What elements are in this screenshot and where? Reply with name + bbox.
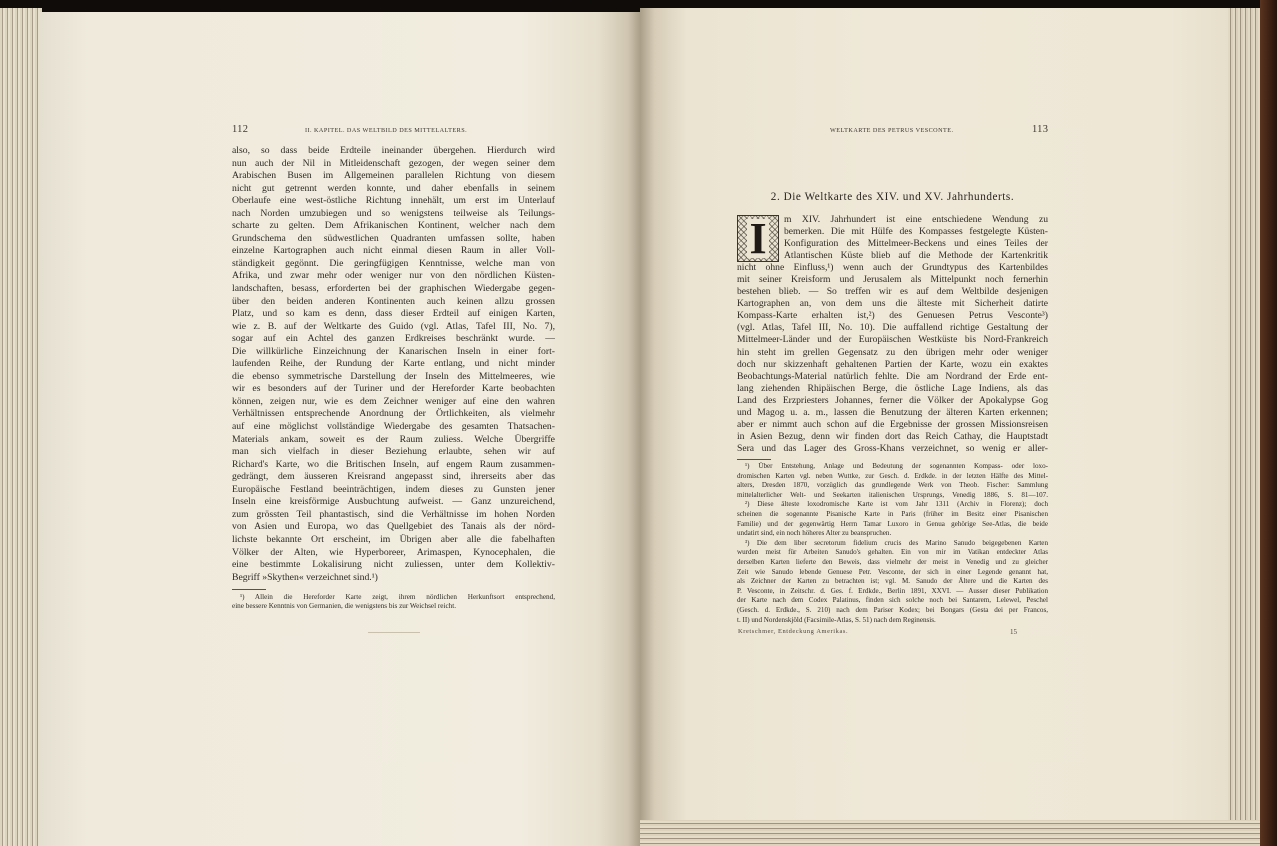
- body-text-line: Richard's Karte, wo die Britischen Inseln, auf engem Raum zusammen-: [232, 458, 555, 470]
- body-text-line: hin steht im grellen Gegensatz zu den übrigen mehr oder weniger: [737, 346, 1048, 358]
- body-text-line: Sera und das Lager des Gross-Khans verzeichnet, so wenig er aller-: [737, 442, 1048, 454]
- footnotes: [737, 462, 1048, 625]
- bottom-page-edges: [640, 820, 1260, 846]
- body-text-line: Mittelmeer-Länder und der Europäischen Westküste bis Nord-Frankreich: [737, 334, 1048, 346]
- body-text-line: wie z. B. auf der Weltkarte des Guido (vgl. Atlas, Tafel III, No. 7),: [232, 320, 555, 332]
- body-text-line: man sich vielfach in dieser Beziehung erlaubte, sehen wir auf: [232, 446, 555, 458]
- body-text-line: nach Norden umzubiegen und so wenigstens teilweise als Teilungs-: [232, 207, 555, 219]
- printer-signature: Kretschmer, Entdeckung Amerikas.: [738, 628, 849, 635]
- body-text-line: Afrika, und zwar mehr oder weniger nur von den nördlichen Küsten-: [232, 270, 555, 282]
- body-text-line: Atlantischen Küste blieb auf die Methode der Kartenkritik: [784, 250, 1048, 262]
- body-text-line: Konfiguration des Mittelmeer-Beckens und eines Teiles der: [784, 238, 1048, 250]
- footnote-line: ³) Die dem liber secretorum fidelium crucis des Marino Sanudo beigegebenen Karten: [745, 538, 1048, 547]
- body-text-line: m XIV. Jahrhundert ist eine entschiedene Wendung zu: [784, 214, 1048, 225]
- book-cover-edge: [1260, 0, 1277, 846]
- footnote-line: scheinen die sogenannte Pisanische Karte in Paris (früher im Besitz einer Pisanischen: [737, 509, 1048, 518]
- footnote-line: ²) Diese älteste loxodromische Karte ist vom Jahr 1311 (Archiv in Florenz); doch: [745, 500, 1048, 509]
- footnote-line: ¹) Über Entstehung, Anlage und Bedeutung der sogenannten Kompass- oder loxo-: [745, 462, 1048, 470]
- body-text-line: einzelne Kartographen auch nicht einmal diesen Raum in aller Voll-: [232, 245, 555, 257]
- footnote-rule: [232, 589, 266, 590]
- body-text-line: Europäische Festland beeinträchtigen, indem dieses zu Gunsten jener: [232, 483, 555, 495]
- drop-cap-letter: I: [747, 219, 769, 258]
- body-text-line: aber er nimmt auch schon auf die Ergebnisse der grossen Missionsreisen: [737, 418, 1048, 430]
- footnote-line: Zeit wie Sanudo lebende Genuese Petr. Vesconte, der sich in einer Legende genannt hat,: [737, 567, 1048, 576]
- footnote-line: wurden meist für Arbeiten Sanudo's gehalten. Ein von mir im Vatikan entdeckter Atlas: [737, 548, 1048, 557]
- body-text-line: Materials ankam, soweit es der Raum zuliess. Welche Übergriffe: [232, 433, 555, 445]
- footnote-line: derselben Karten lieferte den Beweis, dass vielmehr der meist in Venedig und zu gleicher: [737, 557, 1048, 566]
- footnote-line: (Gesch. d. Erdkde., S. 210) nach dem Pariser Kodex; bei Bongars (Gesta dei per Francos,: [737, 605, 1048, 614]
- page-number: 113: [1032, 124, 1049, 135]
- body-text-line: Platz, und so kam es denn, dass dieser Erdteil auf einigen Karten,: [232, 308, 555, 320]
- body-text-line: lang ziehenden Rhipäischen Berge, die östliche Lage Indiens, als das: [737, 382, 1048, 394]
- body-text-line: ständigkeit gegönnt. Die geringfügigen Kenntnisse, welche man von: [232, 257, 555, 269]
- body-text-line: Die willkürliche Einzeichnung der Kanarischen Inseln in einer fort-: [232, 345, 555, 357]
- body-text-line: landschaften, besass, erforderten bei der graphischen Wiedergabe gegen-: [232, 283, 555, 295]
- left-page-edges: [0, 8, 42, 846]
- body-text-line: (vgl. Atlas, Tafel III, No. 10). Die auffallend richtige Gestaltung der: [737, 322, 1048, 334]
- footnote-line: alters, Dresden 1870, vorzüglich das grundlegende Werk von Theob. Fischer: Sammlung: [737, 481, 1048, 490]
- signature-number: 15: [1010, 628, 1017, 636]
- footnote-line: t. II) und Nordenskjöld (Facsimile-Atlas, S. 51) nach dem Reginensis.: [737, 615, 936, 624]
- body-text: [737, 214, 1048, 455]
- body-text-line: nicht ohne Einfluss,¹) wenn auch der Grundtypus des Kartenbildes: [737, 262, 1048, 274]
- body-text-line: Kartographen an, von dem uns die älteste mit Sicherheit datirte: [737, 298, 1048, 310]
- footnote-line: Familie) und der gegenwärtig Herrn Tamar Luxoro in Genua gehörige See-Atlas, die beide: [737, 519, 1048, 528]
- body-text-line: eine bestimmte Lokalisirung nicht zuliessen, unter dem Kollektiv-: [232, 559, 555, 571]
- body-text-line: bestehen blieb. — So treffen wir es auf dem Weltbilde desjenigen: [737, 286, 1048, 298]
- body-text-line: mit seiner Kreisform und Jerusalem als Mittelpunkt noch fernerhin: [737, 274, 1048, 286]
- body-text-line: doch nur skizzenhaft gehaltenen Partien der Karte, wozu ein exaktes: [737, 358, 1048, 370]
- body-text-line: Kompass-Karte erhalten ist,²) des Genuesen Petrus Vesconte³): [737, 310, 1048, 322]
- page-end-rule: [368, 632, 420, 633]
- body-text-line: also, so dass beide Erdteile ineinander übergehen. Hierdurch wird: [232, 145, 555, 156]
- body-text-line: laufenden Reihe, der Rundung der Karte entlang, und nicht minder: [232, 358, 555, 370]
- body-text-line: die ebenso symmetrische Darstellung der Inseln des Mittelmeeres, wie: [232, 370, 555, 382]
- body-text-line: gedrängt, dem äusseren Kreisrand angepasst sind, ihrerseits aber das: [232, 471, 555, 483]
- body-text-line: von Asien und Europa, wo das Quellgebiet des Tanais als der nörd-: [232, 521, 555, 533]
- footnote-line: als Zeichner der Karten zu betrachten ist; vgl. M. Sanudo der Ältere und die Karten des: [737, 577, 1048, 586]
- body-text-line: Beobachtungs-Material natürlich fehlte. Die am Nordrand der Erde ent-: [737, 370, 1048, 382]
- body-text-line: können, zeigen nur, wie es dem Zeichner weniger auf eine den wahren: [232, 395, 555, 407]
- body-text-line: nicht gut getrennt werden konnte, und daher ebenfalls in seinem: [232, 182, 555, 194]
- body-text: [232, 145, 555, 584]
- right-page-edges: [1228, 8, 1260, 846]
- body-text-line: nun auch der Nil in Mitleidenschaft gezogen, der wegen seiner dem: [232, 157, 555, 169]
- page-number: 112: [232, 124, 249, 135]
- section-title: 2. Die Weltkarte des XIV. und XV. Jahrhunderts.: [770, 191, 1015, 203]
- footnote-line: ¹) Allein die Hereforder Karte zeigt, ihrem nördlichen Herkunftsort entsprechend,: [240, 593, 555, 601]
- body-text-line: Verhältnissen entsprechende Anordnung der Örtlichkeiten, als vielmehr: [232, 408, 555, 420]
- footnote-line: eine bessere Kenntnis von Germanien, die wenigstens bis zur Weichsel reicht.: [232, 602, 457, 610]
- footnote-line: P. Vesconte, in Zeitschr. d. Ges. f. Erdkde., Berlin 1891, XXVI. — Ausser dieser Publikation: [737, 586, 1048, 595]
- footnote-line: der Karte nach dem Codex Palatinus, finden sich solche noch bei Santarem, Lelewel, Peschel: [737, 596, 1048, 605]
- body-text-line: Völker der Alten, wie Hyperboreer, Arimaspen, Kynocephalen, die: [232, 546, 555, 558]
- body-text-line: sogar auf ein Achtel des ganzen Erdkreises beschränkt wurde. —: [232, 333, 555, 345]
- footnote-line: mittelalterlicher Welt- und Seekarten italienischen Ursprungs, Venedig 1886, S. 81—107.: [737, 490, 1048, 499]
- body-text-line: Arabischen Busen im Allgemeinen parallelen Richtung von diesem: [232, 170, 555, 182]
- body-text-line: in Asien Bezug, denn wir finden dort das Reich Cathay, die Hauptstadt: [737, 430, 1048, 442]
- body-text-line: zum grössten Teil phantastisch, sind die Verhältnisse im hohen Norden: [232, 508, 555, 520]
- footnote-line: dromischen Karten vgl. neben Wuttke, zur Gesch. d. Erdkde. in der letzten Hälfte des Mittel-: [737, 471, 1048, 480]
- body-text-line: über den beiden anderen Kontinenten auch keinen allzu grossen: [232, 295, 555, 307]
- body-text-line: Grundschema den südwestlichen Quadranten umfassen sollte, haben: [232, 232, 555, 244]
- body-text-line: lichste bekannte Ort erscheint, im Übrigen aber alle die fabelhaften: [232, 533, 555, 545]
- body-text-line: Begriff »Skythen« verzeichnet sind.¹): [232, 571, 378, 583]
- body-text-line: bemerken. Die mit Hülfe des Kompasses festgelegte Küsten-: [784, 226, 1048, 238]
- footnote-rule: [737, 459, 771, 460]
- body-text-line: Inseln eine kreisförmige Ausbuchtung aufweist. — Ganz unzureichend,: [232, 496, 555, 508]
- running-head: WELTKARTE DES PETRUS VESCONTE.: [830, 127, 954, 134]
- footnote-line: undatirt sind, ein noch höheres Alter zu beanspruchen.: [737, 529, 892, 538]
- body-text-line: und Magog u. a. m., lassen die Benutzung der älteren Karten erkennen;: [737, 406, 1048, 418]
- running-head: II. KAPITEL. DAS WELTBILD DES MITTELALTERS.: [305, 127, 468, 134]
- body-text-line: wir es besonders auf der Turiner und der Hereforder Karte beobachten: [232, 383, 555, 395]
- body-text-line: Land des Erzpriesters Johannes, ferner die Völker der Apokalypse Gog: [737, 394, 1048, 406]
- body-text-line: auf eine möglichst vollständige Wiedergabe des gesamten Thatsachen-: [232, 421, 555, 433]
- body-text-line: Oberlaufe eine west-östliche Richtung innehält, um erst im Unterlauf: [232, 195, 555, 207]
- footnotes: [232, 593, 555, 611]
- body-text-line: scharte zu gelten. Dem Afrikanischen Kontinent, welcher nach dem: [232, 220, 555, 232]
